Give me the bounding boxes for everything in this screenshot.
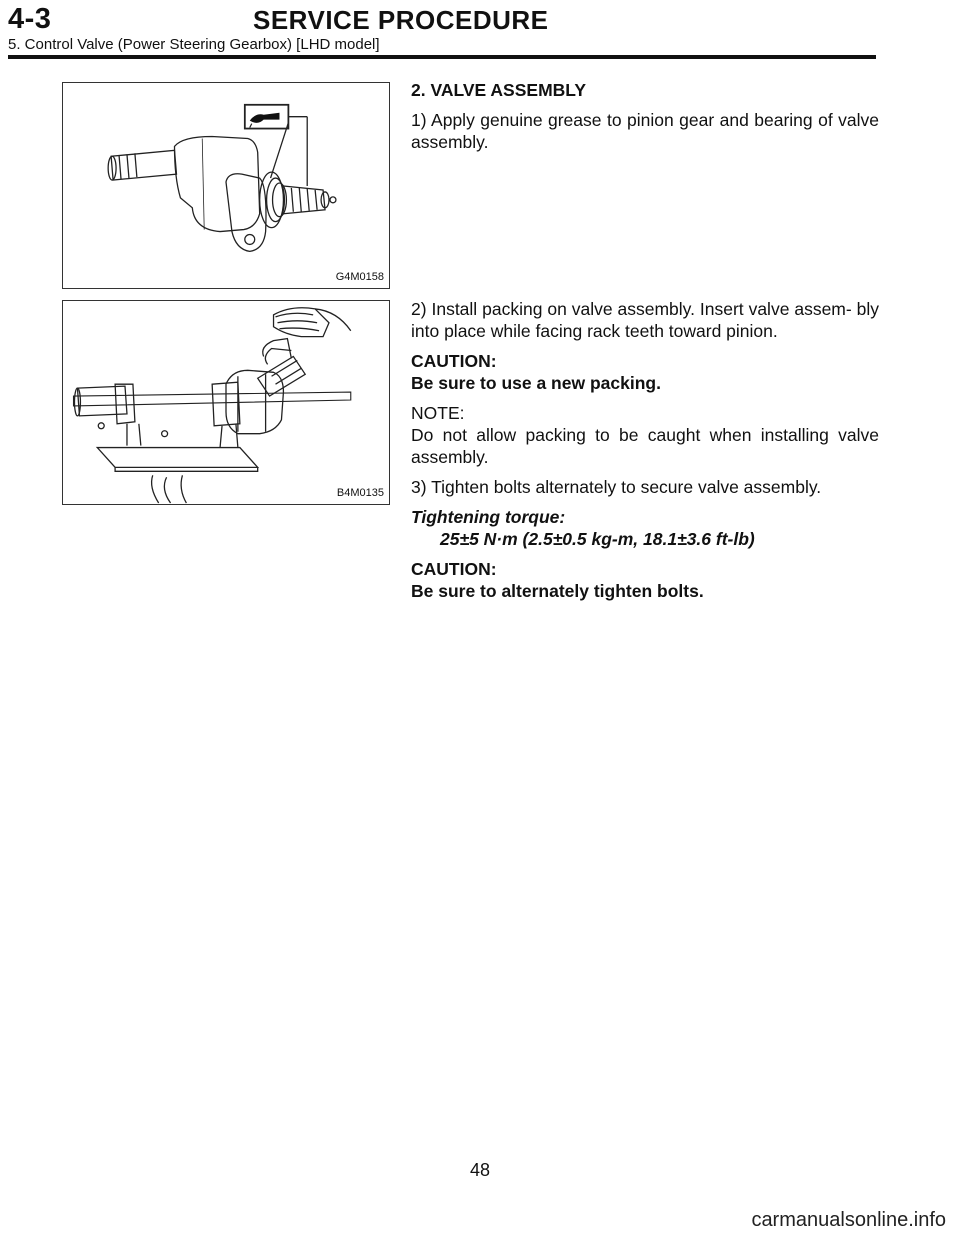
section-valve-assembly <box>411 79 879 161</box>
caution-text: Be sure to use a new packing. <box>411 373 661 393</box>
step-3: 3) Tighten bolts alternately to secure valve assembly. <box>411 477 822 497</box>
caution-label: CAUTION: <box>411 559 497 579</box>
figure-valve-assembly <box>62 82 390 289</box>
procedure-heading: 2. VALVE ASSEMBLY <box>411 80 587 100</box>
valve-assembly-illustration <box>63 83 389 288</box>
torque-value: 25±5 N·m (2.5±0.5 kg-m, 18.1±3.6 ft-lb) <box>440 529 755 549</box>
caution-text: Be sure to alternately tighten bolts. <box>411 581 704 601</box>
torque-spec <box>411 506 879 550</box>
note-box <box>411 402 879 468</box>
note-label: NOTE: <box>411 403 465 423</box>
header-rule <box>8 55 876 59</box>
note-text: Do not allow packing to be caught when installing valve assembly. <box>411 425 879 467</box>
section-title: SERVICE PROCEDURE <box>253 5 549 35</box>
step-1: 1) Apply genuine grease to pinion gear and bearing of valve assembly. <box>411 110 879 152</box>
caution-box-1 <box>411 350 879 394</box>
section-subtitle: 5. Control Valve (Power Steering Gearbox) [LHD model] <box>8 36 380 53</box>
caution-label: CAUTION: <box>411 351 497 371</box>
torque-label: Tightening torque: <box>411 507 566 527</box>
step-2: 2) Install packing on valve assembly. Insert valve assem- bly into place while facing rack teeth toward pinion. <box>411 299 879 341</box>
grease-icon <box>245 105 289 129</box>
page-header <box>0 0 960 60</box>
figure-code: B4M0135 <box>336 487 384 499</box>
figure-install-valve <box>62 300 390 505</box>
figure-code: G4M0158 <box>335 271 384 283</box>
section-install-valve <box>411 298 879 610</box>
install-valve-illustration <box>63 301 389 504</box>
watermark: carmanualsonline.info <box>751 1209 946 1231</box>
page-number: 48 <box>469 1160 491 1180</box>
section-number: 4-3 <box>8 3 52 35</box>
caution-box-2 <box>411 558 879 602</box>
